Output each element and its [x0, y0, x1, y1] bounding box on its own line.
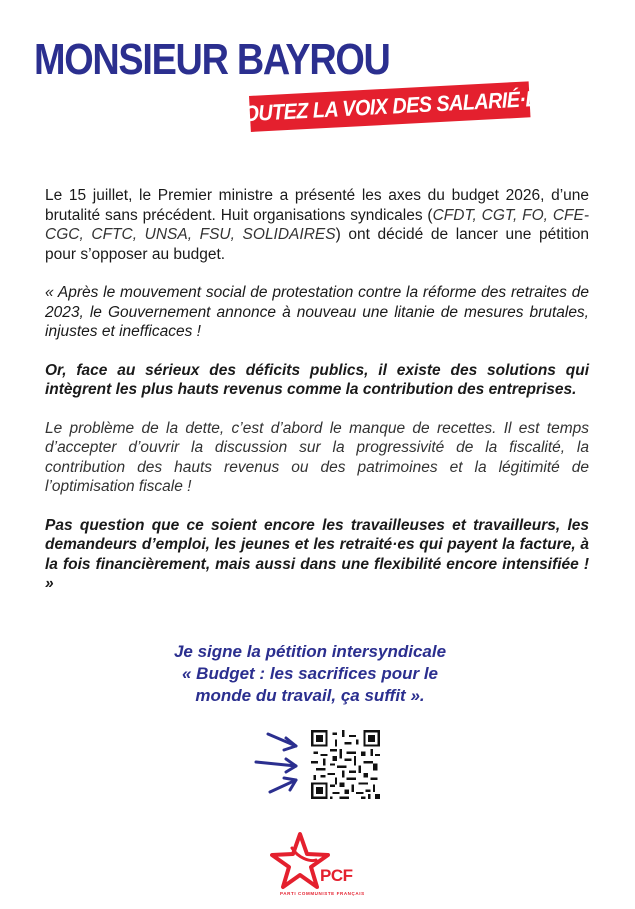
union-list: CFDT, CGT, FO, CFE-CGC, CFTC, UNSA, FSU, SOLIDAIRES	[45, 206, 589, 243]
cta-line-2: « Budget : les sacrifices pour le	[181, 664, 439, 683]
arrow-right-icon	[250, 728, 310, 798]
page-title: MONSIEUR BAYROU	[34, 35, 390, 84]
article-body	[45, 186, 589, 613]
paragraph-intro	[45, 186, 589, 264]
logo-text: PCF	[320, 866, 353, 885]
intro-text-end: ) ont décidé de lancer une pétition pour s’opposer au budget.	[45, 226, 589, 263]
slogan-banner	[216, 81, 563, 132]
logo-subtitle: PARTI COMMUNISTE FRANÇAIS	[280, 891, 365, 896]
paragraph-solutions: Or, face au sérieux des déficits publics, il existe des solutions qui intègrent les plus hauts revenus comme la contribution des entreprises.	[45, 361, 589, 398]
paragraph-debt: Le problème de la dette, c’est d’abord le manque de recettes. Il est temps d’accepter d’ouvrir la discussion sur la progressivité de la fiscalité, la contribution des hauts revenus ou des patrimoines et la légitimité de l’optimisation fiscale !	[45, 419, 589, 495]
cta-line-1: Je signe la pétition intersyndicale	[173, 642, 447, 661]
paragraph-quote-start: « Après le mouvement social de protestation contre la réforme des retraites de 2023, le Gouvernement annonce à nouveau une litanie de mesures brutales, injustes et inefficaces !	[45, 284, 589, 340]
intro-text-start: Le 15 juillet, le Premier ministre a présenté les axes du budget 2026, d’une brutalité sans précédent. Huit organisations syndicales (	[45, 187, 589, 224]
petition-cta	[140, 641, 480, 707]
paragraph-conclusion: Pas question que ce soient encore les travailleuses et travailleurs, les demandeurs d’emploi, les jeunes et les retraité·es qui payent la facture, à la fois financièrement, mais aussi dans une flexibilité encore intensifiée ! »	[45, 516, 589, 592]
cta-line-3: monde du travail, ça suffit ».	[195, 686, 425, 705]
qr-code-icon[interactable]	[311, 730, 380, 799]
slogan-text: ÉCOUTEZ LA VOIX DES SALARIÉ·ES !	[216, 84, 563, 128]
star-icon	[270, 828, 370, 900]
